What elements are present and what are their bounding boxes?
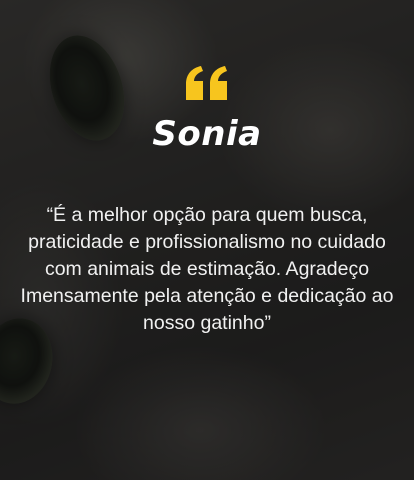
testimonial-author: Sonia (152, 114, 262, 154)
quote-icon (182, 62, 232, 112)
testimonial-text: “É a melhor opção para quem busca, praticidade e profissionalismo no cuidado com animais de estimação. Agradeço Imensamente pela atenção e dedicação ao nosso gatinho” (20, 204, 394, 334)
